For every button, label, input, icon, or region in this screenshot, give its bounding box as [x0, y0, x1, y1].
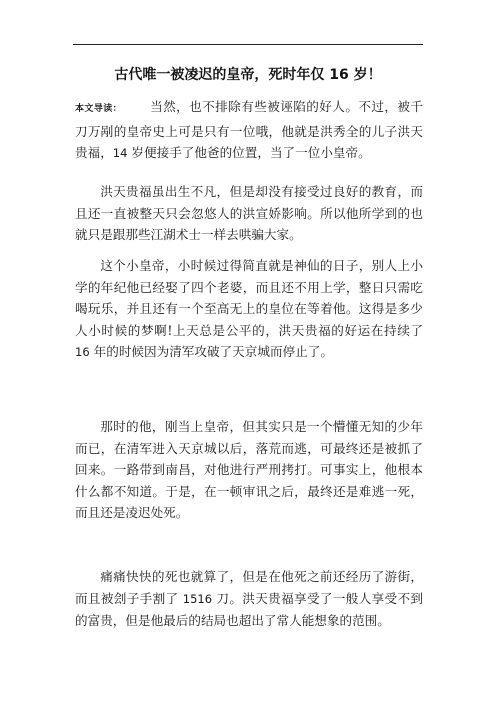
paragraph-5-number: 1516 — [182, 591, 213, 606]
paragraph-3-tail: 年的时候因为清军攻破了天京城而停止了。 — [89, 344, 333, 359]
paragraph-3-number: 16 — [75, 345, 90, 359]
paragraph-3 — [75, 255, 423, 364]
paragraph-4 — [75, 416, 423, 524]
paragraph-5-head: 痛痛快快的死也就算了，但是在他死之前还经历了游街，而且被刽子手割了 — [75, 569, 423, 606]
paragraph-2 — [75, 181, 423, 246]
paragraph-3-head: 这个小皇帝，小时候过得简直就是神仙的日子，别人上小学的年纪他已经娶了四个老婆，而且还不用上学，整日只需吃喝玩乐，并且还有一个至高无上的皇位在等着他。这得是多少人小时候的梦啊!上天总是公平的，洪天贵福的好运在持续了 — [75, 258, 423, 338]
intro-label: 本文导读： — [75, 104, 123, 114]
article-title: 古代唯一被凌迟的皇帝，死时年仅 16 岁！ — [114, 67, 382, 83]
paragraph-5-tail: 刀。洪天贵福享受了一般人享受不到的富贵，但是他最后的结局也超出了常人能想象的范围。 — [75, 590, 423, 628]
paragraph-2-text: 洪天贵福虽出生不凡，但是却没有接受过良好的教育，而且还一直被整天只会忽悠人的洪宣娇影响。所以他所学到的也就只是跟那些江湖术士一样去哄骗大家。 — [75, 184, 423, 242]
intro-text: 当然，也不排除有些被诬陷的好人。不过，被千刀万剐的皇帝史上可是只有一位哦，他就是洪秀全的儿子洪天贵福， — [75, 99, 423, 160]
intro-paragraph — [75, 96, 423, 165]
paragraph-4-text: 那时的他，刚当上皇帝，但其实只是一个懵懂无知的少年而已，在清军进入天京城以后，落荒而逃，可最终还是被抓了回来。一路带到南昌，对他进行严刑拷打。可事实上，他根本什么都不知道。于是，在一顿审讯之后，最终还是难逃一死，而且还是凌迟处死。 — [75, 419, 423, 520]
paragraph-5 — [75, 566, 423, 632]
header-rule — [73, 44, 423, 45]
intro-number: 14 — [112, 146, 128, 160]
intro-tail: 岁便接手了他爸的位置，当了一位小皇帝。 — [127, 145, 371, 160]
